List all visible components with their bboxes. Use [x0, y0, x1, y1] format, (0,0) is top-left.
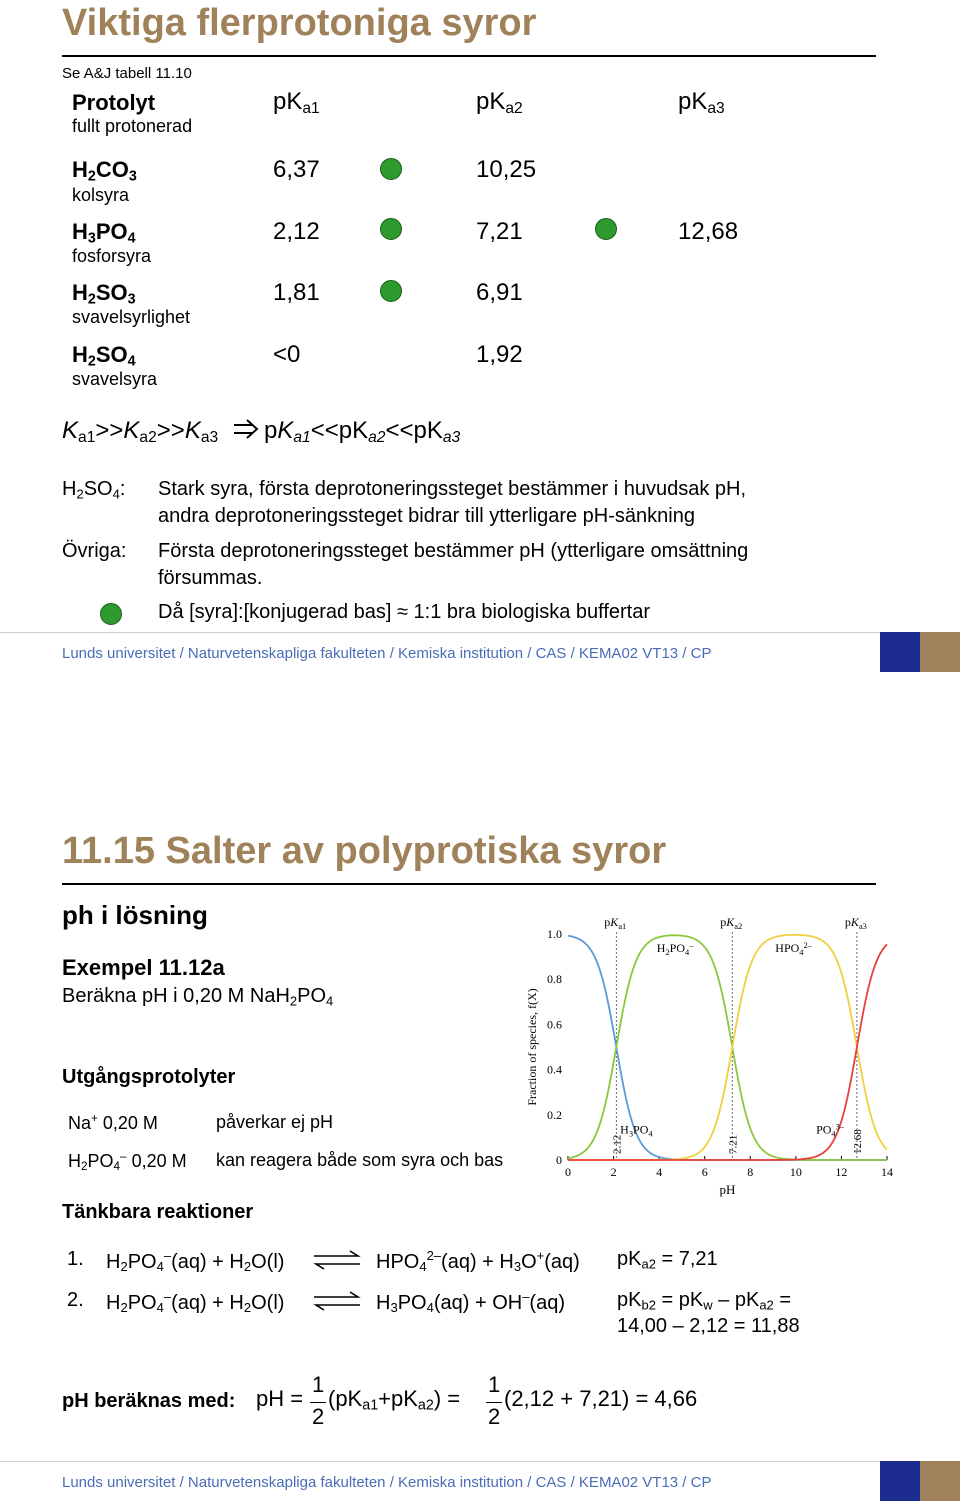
row-name-0: kolsyra	[72, 185, 130, 205]
pka-marker-label: 7.21	[727, 1134, 740, 1154]
equilibrium-arrow-icon	[312, 1291, 362, 1316]
ovriga-text-2: försummas.	[158, 567, 263, 589]
na-conc: Na+ 0,20 M	[68, 1112, 158, 1134]
pka-marker-label: 2.12	[611, 1134, 624, 1154]
reaction-2-number: 2.	[67, 1289, 84, 1311]
y-tick-label: 0.4	[547, 1062, 562, 1077]
chart-svg	[522, 910, 902, 1200]
row-pka1-3: <0	[273, 341, 301, 368]
row-formula-3: $H_2SO_4$	[72, 342, 136, 370]
row-pka1-0: 6,37	[273, 156, 320, 183]
footer-text: Lunds universitet / Naturvetenskapliga fakulteten / Kemiska institution / CAS / KEMA02 VT13 / CP	[62, 645, 712, 662]
x-tick-label: 0	[565, 1165, 571, 1179]
na-effect: påverkar ej pH	[216, 1112, 334, 1132]
ka-relation: $K_{a1}>>K_{a2}>>K_{a3}$	[62, 417, 219, 446]
buffer-dot-icon	[380, 280, 402, 302]
y-tick-label: 0.2	[547, 1107, 562, 1122]
example-task: Beräkna pH i 0,20 M $NaH_2PO_4$	[62, 985, 334, 1009]
buffer-dot-icon	[380, 218, 402, 240]
x-tick-label: 10	[789, 1165, 802, 1179]
reactions-heading: Tänkbara reaktioner	[62, 1201, 254, 1223]
table-reference: Se A&J tabell 11.10	[62, 65, 192, 82]
row-name-3: svavelsyra	[72, 369, 158, 389]
row-formula-2: $H_2SO_3$	[72, 280, 136, 308]
species-label-h3po4: $H_3PO_4$	[620, 1122, 653, 1139]
buffer-text: Då [syra]:[konjugerad bas] ≈ 1:1 bra biologiska buffertar	[158, 601, 650, 623]
example-heading: Exempel 11.12a	[62, 955, 225, 980]
reaction-1-products: $HPO_4^{2-}(aq) + H_3O^+(aq)$	[376, 1248, 580, 1275]
calc-label: pH beräknas med:	[62, 1390, 236, 1412]
row-formula-1: $H_3PO_4$	[72, 219, 136, 247]
row-name-2: svavelsyrlighet	[72, 307, 191, 327]
ph-formula: pH = 1 2 $(pK_{a1}+pK_{a2})$ = 1 2 (2,12 + 7,21) = 4,66	[256, 1372, 698, 1429]
ovriga-label: Övriga:	[62, 540, 127, 562]
h2po4-conc: $H_2PO_4^-$ 0,20 M	[68, 1150, 187, 1173]
x-tick-label: 8	[747, 1165, 754, 1179]
ovriga-text-1: Första deprotoneringssteget bestämmer pH (ytterligare omsättning	[158, 540, 749, 562]
header-pka3: $pK_{a3}$	[678, 88, 725, 117]
slide1-title: Viktiga flerprotoniga syror	[62, 2, 537, 44]
footer-logo-block	[880, 632, 920, 672]
header-sub: fullt protonerad	[72, 116, 193, 136]
x-axis-label: pH	[719, 1182, 736, 1197]
reaction-2-products: $H_3PO_4(aq) + OH^-(aq)$	[376, 1289, 565, 1316]
buffer-dot-icon	[380, 158, 402, 180]
pka-marker-label: 12.68	[851, 1129, 864, 1154]
row-pka2-2: 6,91	[476, 279, 523, 306]
footer-divider	[0, 1461, 880, 1462]
species-label-hpo4: $HPO_4^{2-}$	[775, 941, 812, 957]
row-pka2-3: 1,92	[476, 341, 523, 368]
reaction-2-pkb: $pK_{b2} = pK_w - pK_{a2}$ =	[617, 1289, 792, 1313]
footer-logo-block	[920, 632, 960, 672]
footer-logo-block	[880, 1461, 920, 1501]
row-pka2-1: 7,21	[476, 218, 523, 245]
y-axis-label: Fraction of species, f(X)	[525, 988, 539, 1106]
y-tick-label: 1.0	[547, 927, 562, 941]
reaction-1-pka: $pK_{a2} = 7,21$	[617, 1248, 718, 1272]
buffer-dot-icon	[100, 603, 122, 625]
implies-arrow-icon	[232, 418, 260, 445]
pka-relation: $pK_{a1}<<pK_{a2}<<pK_{a3}$	[264, 417, 461, 446]
reaction-1: $H_2PO_4^-(aq) + H_2O(l)$	[106, 1248, 285, 1275]
start-protolytes-heading: Utgångsprotolyter	[62, 1066, 236, 1088]
header-pka1: $pK_{a1}$	[273, 88, 320, 117]
y-tick-label: 0.6	[547, 1017, 562, 1032]
species-label-h2po4: $H_2PO_4^-$	[656, 941, 694, 957]
pka-top-label: $pK_{a2}$	[720, 915, 743, 931]
footer-divider	[0, 632, 880, 633]
equilibrium-arrow-icon	[312, 1250, 362, 1275]
footer-text: Lunds universitet / Naturvetenskapliga fakulteten / Kemiska institution / CAS / KEMA02 VT13 / CP	[62, 1474, 712, 1491]
x-tick-label: 12	[835, 1165, 848, 1179]
x-tick-label: 14	[881, 1165, 893, 1179]
y-tick-label: 0	[556, 1153, 562, 1167]
reaction-2-pkb-calc: 14,00 – 2,12 = 11,88	[617, 1315, 800, 1337]
row-name-1: fosforsyra	[72, 246, 152, 266]
row-pka2-0: 10,25	[476, 156, 537, 183]
row-pka3-1: 12,68	[678, 218, 739, 245]
pka-top-label: $pK_{a3}$	[844, 915, 867, 931]
x-tick-label: 4	[656, 1165, 663, 1179]
y-tick-label: 0.8	[547, 972, 562, 987]
x-tick-label: 6	[701, 1165, 708, 1179]
h2so4-text-1: Stark syra, första deprotoneringssteget bestämmer i huvudsak pH,	[158, 478, 747, 500]
species-fraction-chart	[522, 910, 902, 1200]
x-tick-label: 2	[610, 1165, 617, 1179]
h2po4-effect: kan reagera både som syra och bas	[216, 1150, 504, 1170]
row-pka1-1: 2,12	[273, 218, 320, 245]
row-formula-0: $H_2CO_3$	[72, 157, 137, 185]
title-rule	[62, 883, 876, 885]
h2so4-label: $H_2SO_4$:	[62, 478, 126, 502]
reaction-1-number: 1.	[67, 1248, 84, 1270]
header-protolyt: Protolyt	[72, 90, 156, 115]
footer-logo-block	[920, 1461, 960, 1501]
slide2-title: 11.15 Salter av polyprotiska syror	[62, 830, 667, 872]
header-pka2: $pK_{a2}$	[476, 88, 523, 117]
h2so4-text-2: andra deprotoneringssteget bidrar till ytterligare pH-sänkning	[158, 505, 695, 527]
buffer-dot-icon	[595, 218, 617, 240]
species-label-po4: $PO_4^{3-}$	[816, 1122, 844, 1139]
reaction-2: $H_2PO_4^-(aq) + H_2O(l)$	[106, 1289, 285, 1316]
slide2-subtitle: ph i lösning	[62, 900, 208, 930]
title-rule	[62, 55, 876, 57]
pka-top-label: $pK_{a1}$	[604, 915, 627, 931]
row-pka1-2: 1,81	[273, 279, 320, 306]
